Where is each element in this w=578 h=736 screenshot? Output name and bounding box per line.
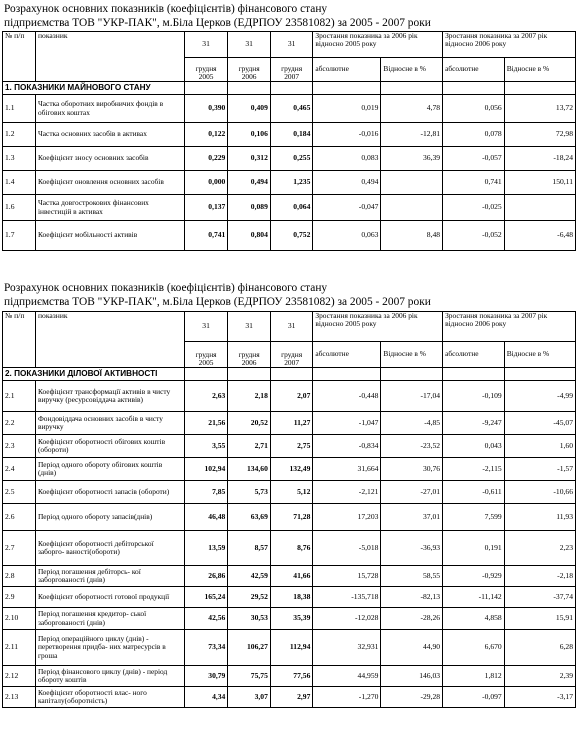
header-year-2005	[184, 342, 228, 368]
relative-change-2007	[504, 195, 575, 221]
value-2005: 0,137	[184, 195, 228, 221]
value-2005: 0,741	[184, 221, 228, 251]
absolute-change-2006: 17,203	[313, 504, 381, 531]
value-2005: 21,56	[184, 412, 228, 435]
row-num: 1.6	[3, 195, 36, 221]
header-month: грудня	[238, 63, 260, 73]
indicator-name: Період одного обороту запасів(днів)	[35, 504, 184, 531]
value-2007: 1,235	[270, 171, 313, 195]
table-row	[3, 587, 576, 608]
table-row	[3, 412, 576, 435]
header-month: грудня	[281, 63, 303, 73]
row-num: 1.3	[3, 147, 36, 171]
empty-cell	[381, 82, 443, 95]
relative-change-2007: 13,72	[504, 95, 575, 123]
header-num: № п/п	[3, 32, 36, 82]
absolute-change-2007: 0,741	[443, 171, 505, 195]
table-row	[3, 481, 576, 504]
table-row	[3, 195, 576, 221]
absolute-change-2006: -1,270	[313, 687, 381, 708]
header-growth-2007: Зростання показника за 2007 рік відносно 2006 року	[443, 312, 576, 342]
table-row	[3, 531, 576, 566]
row-num: 2.10	[3, 608, 36, 630]
indicator-name: Період одного обороту обігових коштів (днів)	[35, 458, 184, 481]
relative-change-2006: 37,01	[381, 504, 443, 531]
relative-change-2006: 4,78	[381, 95, 443, 123]
value-2007: 11,27	[270, 412, 313, 435]
row-num: 2.8	[3, 566, 36, 587]
absolute-change-2007: -0,025	[443, 195, 505, 221]
absolute-change-2006: 0,063	[313, 221, 381, 251]
header-absolute-1: абсолютне	[313, 58, 381, 82]
header-num: № п/п	[3, 312, 36, 368]
indicator-name: Коефіцієнт зносу основних засобів	[35, 147, 184, 171]
value-2005: 26,86	[184, 566, 228, 587]
value-2007: 2,75	[270, 435, 313, 458]
relative-change-2007: 2,23	[504, 531, 575, 566]
header-month: грудня	[238, 349, 260, 359]
value-2006: 0,312	[228, 147, 271, 171]
table1-property-status	[2, 31, 576, 251]
header-year-2007	[270, 342, 313, 368]
value-2007: 0,465	[270, 95, 313, 123]
indicator-name: Коефіцієнт оборотності обігових коштів (обороти)	[35, 435, 184, 458]
relative-change-2007: -4,99	[504, 381, 575, 412]
table-row	[3, 666, 576, 687]
row-num: 2.11	[3, 630, 36, 666]
relative-change-2006: -12,81	[381, 123, 443, 147]
absolute-change-2007: 7,599	[443, 504, 505, 531]
value-2006: 42,59	[228, 566, 271, 587]
header-relative-2: Відносне в %	[504, 58, 575, 82]
value-2005: 30,79	[184, 666, 228, 687]
absolute-change-2006: 31,664	[313, 458, 381, 481]
indicator-name: Коефіцієнт оновлення основних засобів	[35, 171, 184, 195]
header-year-label: 2006	[241, 357, 257, 367]
relative-change-2006: 36,39	[381, 147, 443, 171]
value-2006: 75,75	[228, 666, 271, 687]
table-row	[3, 171, 576, 195]
relative-change-2006: 8,48	[381, 221, 443, 251]
indicator-name: Частка оборотних виробничих фондів в обігових коштах	[35, 95, 184, 123]
row-num: 2.7	[3, 531, 36, 566]
relative-change-2006: -36,93	[381, 531, 443, 566]
value-2005: 165,24	[184, 587, 228, 608]
header-relative-2: Відносне в %	[504, 342, 575, 368]
row-num: 2.6	[3, 504, 36, 531]
value-2007: 35,39	[270, 608, 313, 630]
value-2005: 4,34	[184, 687, 228, 708]
value-2007: 71,28	[270, 504, 313, 531]
absolute-change-2007: 1,812	[443, 666, 505, 687]
relative-change-2007: 2,39	[504, 666, 575, 687]
empty-cell	[504, 82, 575, 95]
header-day-2006: 31	[228, 312, 271, 342]
absolute-change-2007: 6,670	[443, 630, 505, 666]
value-2005: 46,48	[184, 504, 228, 531]
relative-change-2007: -1,57	[504, 458, 575, 481]
empty-cell	[184, 82, 228, 95]
row-num: 2.13	[3, 687, 36, 708]
header-relative-1: Відносне в %	[381, 58, 443, 82]
relative-change-2007: -2,18	[504, 566, 575, 587]
empty-cell	[228, 82, 271, 95]
row-num: 1.2	[3, 123, 36, 147]
header-absolute-2: абсолютне	[443, 58, 505, 82]
value-2006: 134,60	[228, 458, 271, 481]
table-row	[3, 95, 576, 123]
relative-change-2007: -6,48	[504, 221, 575, 251]
absolute-change-2007: -11,142	[443, 587, 505, 608]
indicator-name: Період погашення кредитор- ської заборгованості (днів)	[35, 608, 184, 630]
relative-change-2007: 72,98	[504, 123, 575, 147]
header-day-2005: 31	[184, 32, 228, 58]
absolute-change-2007: -0,929	[443, 566, 505, 587]
value-2007: 41,66	[270, 566, 313, 587]
row-num: 2.4	[3, 458, 36, 481]
value-2007: 77,56	[270, 666, 313, 687]
header-year-2006	[228, 58, 271, 82]
indicator-name: Коефіцієнт оборотності запасів (обороти)	[35, 481, 184, 504]
value-2007: 0,255	[270, 147, 313, 171]
empty-cell	[184, 368, 228, 381]
relative-change-2007: -10,66	[504, 481, 575, 504]
value-2007: 0,064	[270, 195, 313, 221]
header-year-label: 2005	[198, 357, 214, 367]
relative-change-2007: 15,91	[504, 608, 575, 630]
header-day-2007: 31	[270, 312, 313, 342]
relative-change-2007: -18,24	[504, 147, 575, 171]
row-num: 2.2	[3, 412, 36, 435]
table2-business-activity	[2, 311, 576, 708]
value-2006: 29,52	[228, 587, 271, 608]
absolute-change-2006: -2,121	[313, 481, 381, 504]
table2-title-line1: Розрахунок основних показників (коефіцієнтів) фінансового стану	[4, 282, 328, 294]
relative-change-2007: 6,28	[504, 630, 575, 666]
header-year-2006	[228, 342, 271, 368]
value-2007: 5,12	[270, 481, 313, 504]
table2-title-line2: підприємства ТОВ "УКР-ПАК", м.Біла Церков (ЕДРПОУ 23581082) за 2005 - 2007 роки	[4, 296, 431, 308]
absolute-change-2007: 0,056	[443, 95, 505, 123]
absolute-change-2006: -5,018	[313, 531, 381, 566]
absolute-change-2006: -0,448	[313, 381, 381, 412]
absolute-change-2006: -12,028	[313, 608, 381, 630]
absolute-change-2007: -0,611	[443, 481, 505, 504]
indicator-name: Частка довгострокових фінансових інвестицій в активах	[35, 195, 184, 221]
value-2006: 30,53	[228, 608, 271, 630]
header-month: грудня	[195, 63, 217, 73]
absolute-change-2007: 0,191	[443, 531, 505, 566]
empty-cell	[443, 82, 505, 95]
header-month: грудня	[195, 349, 217, 359]
header-growth-2006: Зростання показника за 2006 рік відносно 2005 року	[313, 312, 443, 342]
absolute-change-2007: -0,057	[443, 147, 505, 171]
value-2006: 0,494	[228, 171, 271, 195]
table-row	[3, 608, 576, 630]
absolute-change-2007: -0,097	[443, 687, 505, 708]
header-day-2007: 31	[270, 32, 313, 58]
relative-change-2006: -29,28	[381, 687, 443, 708]
value-2005: 0,229	[184, 147, 228, 171]
value-2007: 0,184	[270, 123, 313, 147]
relative-change-2006: 146,03	[381, 666, 443, 687]
value-2006: 0,804	[228, 221, 271, 251]
table1-title-line2: підприємства ТОВ "УКР-ПАК", м.Біла Церков (ЕДРПОУ 23581082) за 2005 - 2007 роки	[4, 17, 431, 29]
absolute-change-2006: 32,931	[313, 630, 381, 666]
absolute-change-2006: 15,728	[313, 566, 381, 587]
absolute-change-2007: -0,109	[443, 381, 505, 412]
section-title: 2. ПОКАЗНИКИ ДІЛОВОЇ АКТИВНОСТІ	[3, 368, 185, 381]
indicator-name: Коефіцієнт трансформації активів в чисту виручку (ресурсовіддача активів)	[35, 381, 184, 412]
table-row	[3, 504, 576, 531]
absolute-change-2007: 4,858	[443, 608, 505, 630]
absolute-change-2007: 0,043	[443, 435, 505, 458]
value-2007: 112,94	[270, 630, 313, 666]
absolute-change-2006: 0,494	[313, 171, 381, 195]
header-indicator: показник	[35, 32, 184, 82]
relative-change-2007: 1,60	[504, 435, 575, 458]
value-2005: 3,55	[184, 435, 228, 458]
relative-change-2006: 58,55	[381, 566, 443, 587]
relative-change-2007: -45,07	[504, 412, 575, 435]
value-2006: 20,52	[228, 412, 271, 435]
value-2006: 106,27	[228, 630, 271, 666]
relative-change-2006: -28,26	[381, 608, 443, 630]
table-row	[3, 381, 576, 412]
value-2007: 0,752	[270, 221, 313, 251]
value-2007: 2,07	[270, 381, 313, 412]
indicator-name: Період фінансового циклу (днів) - період обороту коштів	[35, 666, 184, 687]
table-row	[3, 458, 576, 481]
value-2007: 18,38	[270, 587, 313, 608]
indicator-name: Коефіцієнт оборотності влас- ного капіталу(оборотність)	[35, 687, 184, 708]
value-2006: 8,57	[228, 531, 271, 566]
relative-change-2006: 30,76	[381, 458, 443, 481]
header-growth-2007: Зростання показника за 2007 рік відносно 2006 року	[443, 32, 576, 58]
row-num: 2.9	[3, 587, 36, 608]
value-2005: 102,94	[184, 458, 228, 481]
absolute-change-2007: -2,115	[443, 458, 505, 481]
value-2005: 42,56	[184, 608, 228, 630]
table-row	[3, 687, 576, 708]
header-day-2005: 31	[184, 312, 228, 342]
indicator-name: Коефіцієнт оборотності готової продукції	[35, 587, 184, 608]
row-num: 1.4	[3, 171, 36, 195]
relative-change-2007: -3,17	[504, 687, 575, 708]
empty-cell	[270, 82, 313, 95]
indicator-name: Частка основних засобів в активах	[35, 123, 184, 147]
indicator-name: Коефіцієнт оборотності дебіторської заборго- ваності(обороти)	[35, 531, 184, 566]
value-2005: 0,122	[184, 123, 228, 147]
value-2007: 8,76	[270, 531, 313, 566]
empty-cell	[504, 368, 575, 381]
indicator-name: Період операційного циклу (днів) - перетворення придба- них матресурсів в гроша	[35, 630, 184, 666]
absolute-change-2006: -1,047	[313, 412, 381, 435]
relative-change-2007: 11,93	[504, 504, 575, 531]
absolute-change-2006: 44,959	[313, 666, 381, 687]
absolute-change-2007: -9,247	[443, 412, 505, 435]
absolute-change-2006: -135,718	[313, 587, 381, 608]
value-2006: 3,07	[228, 687, 271, 708]
relative-change-2006	[381, 195, 443, 221]
empty-cell	[313, 82, 381, 95]
empty-cell	[270, 368, 313, 381]
header-year-label: 2006	[241, 71, 257, 81]
value-2006: 0,106	[228, 123, 271, 147]
header-absolute-1: абсолютне	[313, 342, 381, 368]
empty-cell	[381, 368, 443, 381]
indicator-name: Фондовіддача основних засобів в чисту виручку	[35, 412, 184, 435]
header-year-2007	[270, 58, 313, 82]
header-year-label: 2007	[284, 71, 300, 81]
header-growth-2006: Зростання показника за 2006 рік відносно 2005 року	[313, 32, 443, 58]
header-absolute-2: абсолютне	[443, 342, 505, 368]
row-num: 2.12	[3, 666, 36, 687]
table-row	[3, 630, 576, 666]
value-2005: 7,85	[184, 481, 228, 504]
absolute-change-2006: -0,834	[313, 435, 381, 458]
relative-change-2006: 44,90	[381, 630, 443, 666]
value-2007: 2,97	[270, 687, 313, 708]
relative-change-2007: 150,11	[504, 171, 575, 195]
absolute-change-2007: 0,078	[443, 123, 505, 147]
relative-change-2006: -82,13	[381, 587, 443, 608]
absolute-change-2006: -0,047	[313, 195, 381, 221]
section-title: 1. ПОКАЗНИКИ МАЙНОВОГО СТАНУ	[3, 82, 185, 95]
relative-change-2006: -17,04	[381, 381, 443, 412]
header-year-label: 2007	[284, 357, 300, 367]
absolute-change-2006: 0,083	[313, 147, 381, 171]
value-2006: 63,69	[228, 504, 271, 531]
empty-cell	[313, 368, 381, 381]
row-num: 2.3	[3, 435, 36, 458]
table-row	[3, 435, 576, 458]
value-2005: 73,34	[184, 630, 228, 666]
absolute-change-2007: -0,052	[443, 221, 505, 251]
row-num: 1.7	[3, 221, 36, 251]
header-relative-1: Відносне в %	[381, 342, 443, 368]
value-2006: 0,409	[228, 95, 271, 123]
row-num: 2.5	[3, 481, 36, 504]
relative-change-2006: -4,85	[381, 412, 443, 435]
empty-cell	[443, 368, 505, 381]
relative-change-2006: -23,52	[381, 435, 443, 458]
value-2006: 2,71	[228, 435, 271, 458]
value-2005: 13,59	[184, 531, 228, 566]
table-row	[3, 147, 576, 171]
header-month: грудня	[281, 349, 303, 359]
absolute-change-2006: -0,016	[313, 123, 381, 147]
relative-change-2006	[381, 171, 443, 195]
row-num: 2.1	[3, 381, 36, 412]
value-2006: 2,18	[228, 381, 271, 412]
table-row	[3, 566, 576, 587]
value-2006: 0,089	[228, 195, 271, 221]
row-num: 1.1	[3, 95, 36, 123]
header-day-2006: 31	[228, 32, 271, 58]
value-2006: 5,73	[228, 481, 271, 504]
value-2005: 0,390	[184, 95, 228, 123]
header-year-label: 2005	[198, 71, 214, 81]
value-2005: 2,63	[184, 381, 228, 412]
value-2005: 0,000	[184, 171, 228, 195]
relative-change-2006: -27,01	[381, 481, 443, 504]
header-year-2005	[184, 58, 228, 82]
table1-title-line1: Розрахунок основних показників (коефіцієнтів) фінансового стану	[4, 3, 328, 15]
empty-cell	[228, 368, 271, 381]
header-indicator: показник	[35, 312, 184, 368]
relative-change-2007: -37,74	[504, 587, 575, 608]
indicator-name: Період погашення дебіторсь- кої заборгованості (днів)	[35, 566, 184, 587]
table-row	[3, 123, 576, 147]
value-2007: 132,49	[270, 458, 313, 481]
absolute-change-2006: 0,019	[313, 95, 381, 123]
indicator-name: Коефіцієнт мобільності активів	[35, 221, 184, 251]
table-row	[3, 221, 576, 251]
